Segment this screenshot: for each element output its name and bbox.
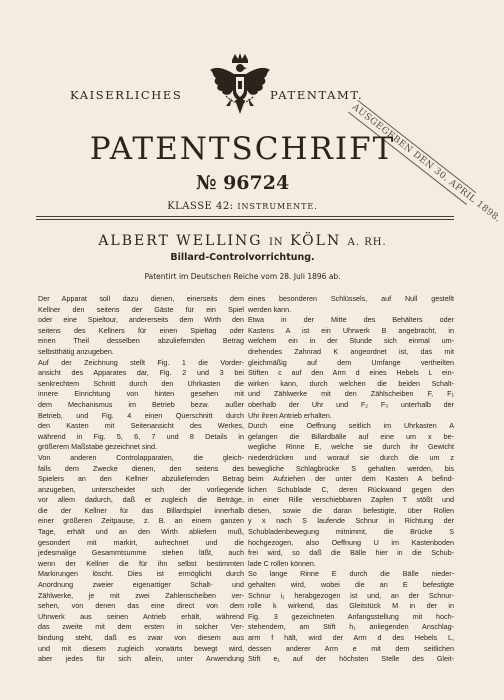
- text-line: gleichmäßig auf dem Umfange vertheilten: [248, 357, 454, 367]
- text-line: einer größeren Zeitpause, z. B. an einem ganzen: [38, 516, 244, 526]
- text-line: Uhr ihren Antrieb erhalten.: [248, 410, 332, 420]
- text-line: und mit diesem zugleich vorwärts bewegt wird,: [38, 643, 244, 653]
- text-line: welchem ein in der Stunde sich einmal um-: [248, 336, 454, 346]
- text-line: beim Aufziehen der unter dem Kasten A befind-: [248, 474, 454, 484]
- text-line: jedesmalige Gesammtsumme stehen läßt, auch: [38, 548, 244, 558]
- text-line: oder eine Spieltour, andererseits dem Wirth den: [38, 315, 244, 325]
- text-line: drehendes Zahnrad K angeordnet ist, das mit: [248, 346, 454, 356]
- text-line: wirken kann, durch welchen die beiden Schalt-: [248, 378, 454, 388]
- text-line: gesondert mit markirt, aufrechnet und die: [38, 537, 244, 547]
- text-line: lade C rollen können.: [248, 558, 316, 568]
- text-line: bewegliche Schlagbrücke S gehalten werden, bis: [248, 463, 454, 473]
- text-line: Durch eine Oeffnung seitlich im Uhrkasten A: [248, 421, 454, 431]
- text-line: gehalten wird, wobei die an E befestigte: [248, 580, 454, 590]
- text-line: werden kann.: [248, 304, 292, 314]
- issue-date-stamp: AUSGEGEBEN DEN 30. APRIL 1898.: [348, 100, 476, 205]
- text-line: Etwa in der Mitte des Behälters oder: [248, 315, 454, 325]
- text-line: ansicht des Apparates dar, Fig. 2 und 3 bei: [38, 368, 244, 378]
- text-line: So lange Rinne E durch die Bälle nieder-: [248, 569, 454, 579]
- text-line: Kastens A ist ein Uhrwerk B angebracht, in: [248, 325, 454, 335]
- imperial-eagle-icon: [208, 52, 272, 124]
- text-line: Betrieb, und Fig. 4 einen Querschnitt durch: [38, 410, 244, 420]
- text-column-left: [38, 294, 244, 665]
- text-line: in einer Rille verschiebbaren Zapfen T stößt und: [248, 495, 454, 505]
- inventor-name: ALBERT WELLING: [98, 233, 263, 249]
- text-line: falls dem Zwecke dienen, den seitens des: [38, 463, 244, 473]
- text-line: den Kasten mit Seitenansicht des Werkes,: [38, 421, 244, 431]
- text-line: gelangen die Billardbälle auf eine um x be-: [248, 431, 454, 441]
- text-line: Tage, erhält und an den Wirth abliefern muß,: [38, 527, 244, 537]
- text-line: diesen, sowie die daran befestigte, über Rollen: [248, 505, 454, 515]
- text-line: senkrechtem Schnitt durch den Uhrkasten die: [38, 378, 244, 388]
- text-line: selbstthätig anzugeben.: [38, 346, 114, 356]
- text-line: vor allem dadurch, daß er zugleich die Beträge,: [38, 495, 244, 505]
- text-line: Schnur i₁ herabgezogen ist und, an der Schnur-: [248, 590, 454, 600]
- text-line: frei wird, so daß die Bälle hier in die Schub-: [248, 548, 454, 558]
- text-line: Stiften c auf den Arm d eines Hebels L ein-: [248, 368, 454, 378]
- text-line: Fig. 3 gezeichneten Anfangsstellung mit hoch-: [248, 611, 454, 621]
- patent-number: № 96724: [195, 172, 290, 194]
- text-line: Von anderen Controlapparaten, die gleich-: [38, 452, 244, 462]
- text-line: Zählwerke, je mit zwei Zahlenscheiben ver-: [38, 590, 244, 600]
- document-title: PATENTSCHRIFT: [89, 131, 396, 167]
- text-line: bindung steht, daß es zwar von diesem aus: [38, 633, 244, 642]
- text-line: größerem Maßstabe gezeichnet sind.: [38, 442, 158, 452]
- inventor-line: [0, 233, 485, 249]
- text-line: einen Theil desselben abzuliefernden Betrag: [38, 336, 244, 346]
- text-line: während in Fig. 5, 6, 7 und 8 Details in: [38, 431, 244, 441]
- text-line: sehen, von denen das eine direct von dem: [38, 601, 244, 611]
- text-line: oberhalb der Uhr und F₂ F₃ unterhalb der: [248, 399, 454, 409]
- text-line: niederdrücken und worauf sie durch die um z: [248, 452, 454, 462]
- text-line: stehendem, am Stift h₁ anliegenden Anschlag-: [248, 622, 454, 632]
- patent-class: [0, 201, 485, 212]
- text-line: dessen anderer Arm e mit dem seitlichen: [248, 643, 454, 653]
- text-line: aber jedes für sich allein, unter Anwendung: [38, 654, 244, 664]
- header-right-text: PATENTAMT.: [270, 88, 364, 102]
- patent-class-name: INSTRUMENTE.: [237, 202, 318, 211]
- text-line: die der Kellner für das Billardspiel innerhalb: [38, 505, 244, 515]
- text-line: Markirungen löscht. Dies ist ermöglicht durch: [38, 569, 244, 579]
- patent-class-label: KLASSE 42:: [167, 201, 234, 212]
- text-line: Schubladenbewegung mitnimmt, die Brücke S: [248, 527, 454, 537]
- text-line: dem Mechanismus im Betrieb bezw. außer: [38, 399, 244, 409]
- text-line: wenn der Kellner die für ihn selbst bestimmten: [38, 558, 244, 568]
- text-line: und Zählwerke mit den Zählscheiben F, F₁: [248, 389, 454, 399]
- text-line: eines besonderen Schlüssels, auf Null gestellt: [248, 294, 454, 303]
- text-line: seitens des Kellners für einen Spieltag oder: [38, 325, 244, 335]
- patent-date-line: Patentirt im Deutschen Reiche vom 28. Juli 1896 ab.: [144, 272, 341, 281]
- text-column-right: [248, 294, 454, 665]
- text-line: Stift e₁ auf der höchsten Stelle des Gleit-: [248, 654, 454, 664]
- inventor-region: A. RH.: [347, 237, 387, 248]
- divider-rule: [36, 216, 454, 217]
- text-line: Der Apparat soll dazu dienen, einerseits dem: [38, 294, 244, 303]
- text-line: Kellner den seitens der Gäste für ein Spiel: [38, 304, 244, 314]
- inventor-in: IN: [268, 237, 284, 248]
- text-line: Uhrwerk aus seinen Antrieb erhält, während: [38, 611, 244, 621]
- invention-subject: Billard-Controlvorrichtung.: [170, 252, 315, 263]
- header-left-text: KAISERLICHES: [70, 88, 183, 102]
- text-line: Auf der Zeichnung stellt Fig. 1 die Vorder-: [38, 357, 244, 367]
- text-line: Anordnung zweier eigenartiger Schalt- und: [38, 580, 244, 590]
- text-line: hochgezogen, also Oeffnung U im Kastenboden: [248, 537, 454, 547]
- text-line: Spielers an den Kellner abzuliefernden Betrag: [38, 474, 244, 484]
- divider-rule-thin: [36, 219, 454, 220]
- text-line: innere Einrichtung von hinten gesehen mit: [38, 389, 244, 399]
- text-line: lichen Schublade C, deren Rückwand gegen den: [248, 484, 454, 494]
- inventor-city: KÖLN: [290, 233, 342, 249]
- text-line: y x nach S laufende Schnur in Richtung der: [248, 516, 454, 526]
- text-line: das zweite mit dem ersten in solcher Ver-: [38, 622, 244, 632]
- text-line: rolle k wirkend, das Gleitstück M in der in: [248, 601, 454, 611]
- text-line: arm f hält, wird der Arm d des Hebels L,: [248, 633, 454, 642]
- text-line: wegliche Rinne E, welche sie durch ihr Gewicht: [248, 442, 454, 452]
- text-line: anzugeben, unterscheidet sich der vorliegende: [38, 484, 244, 494]
